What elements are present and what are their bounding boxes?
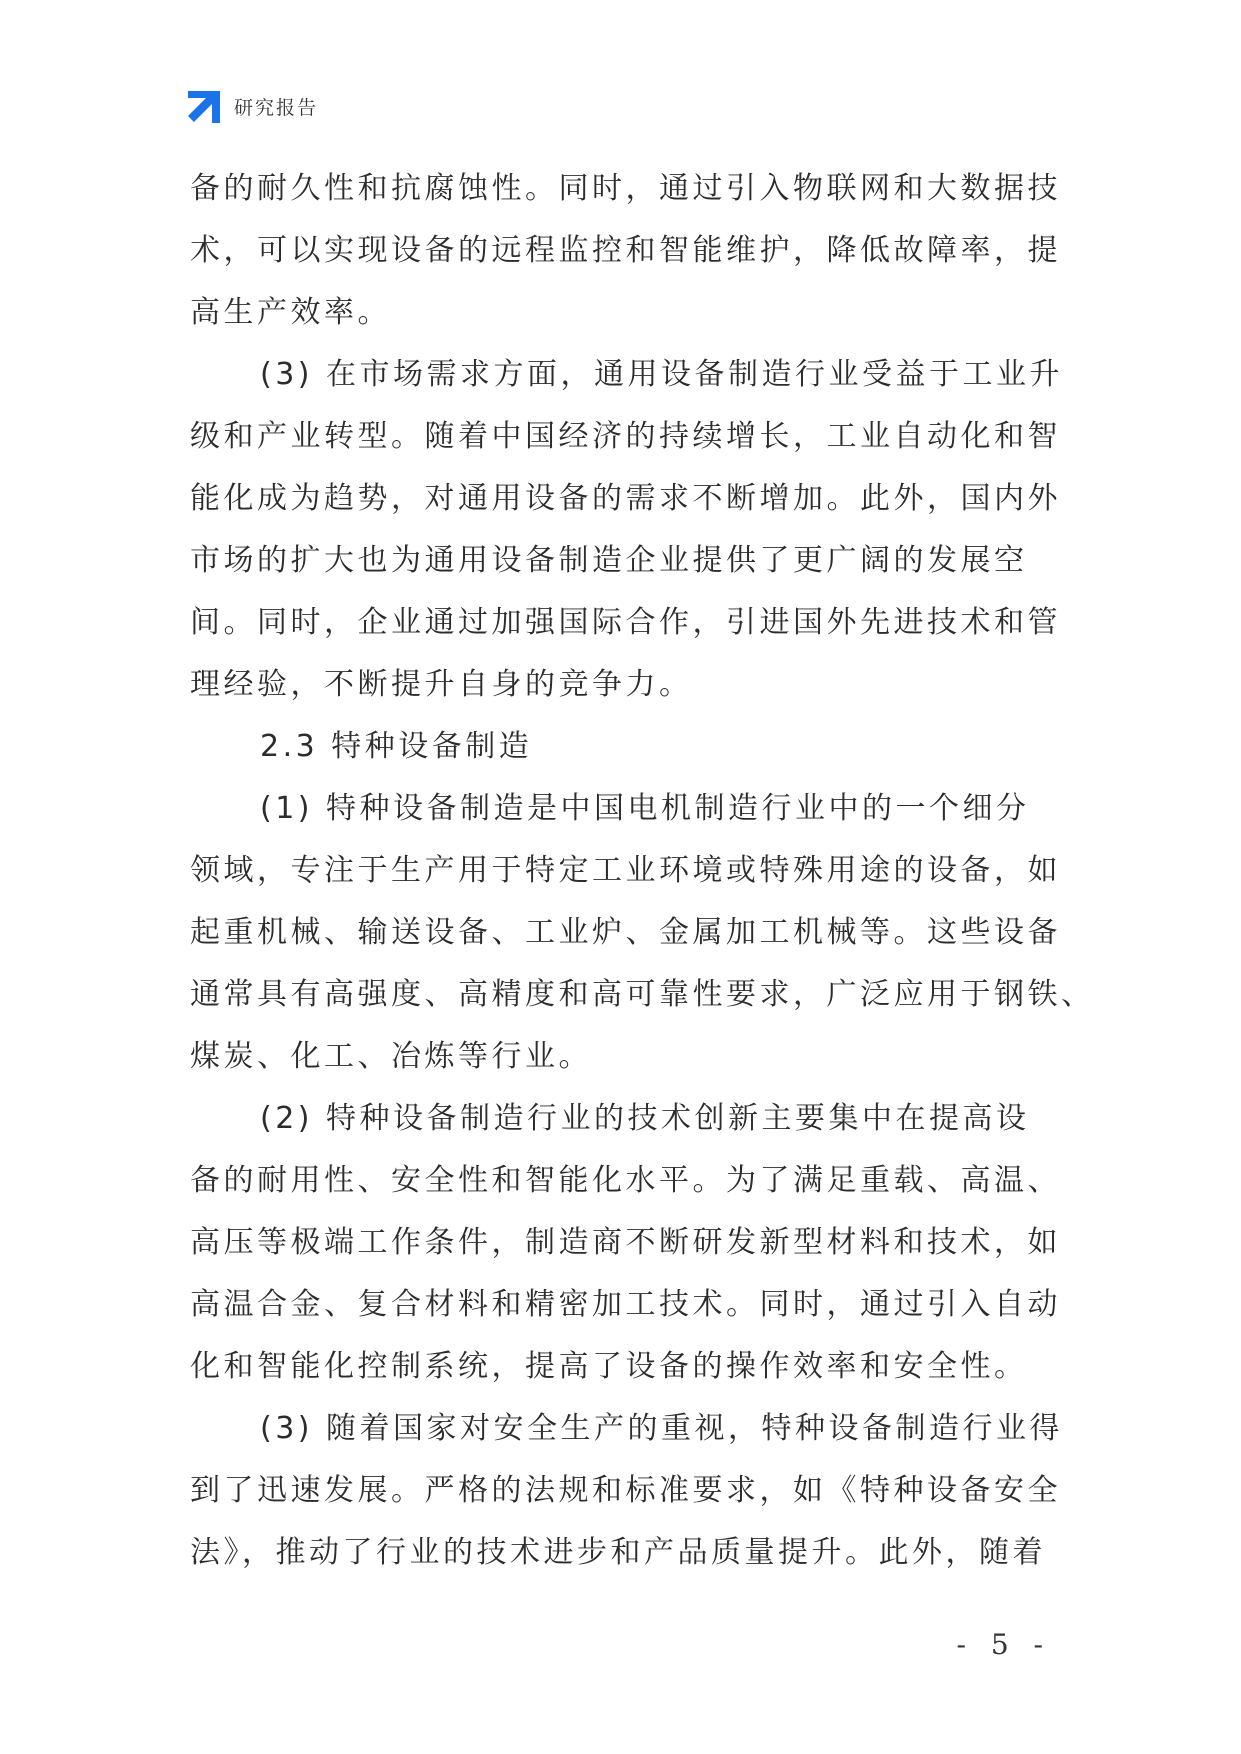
text-line: 级和产业转型。随着中国经济的持续增长，工业自动化和智 xyxy=(190,419,1061,454)
document-body xyxy=(190,158,1095,1584)
text-line: 法》，推动了行业的技术进步和产品质量提升。此外，随着 xyxy=(190,1535,1046,1570)
text-line: 领域，专注于生产用于特定工业环境或特殊用途的设备，如 xyxy=(190,853,1061,888)
text-line: (1) 特种设备制造是中国电机制造行业中的一个细分 xyxy=(260,791,1030,826)
text-line: 间。同时，企业通过加强国际合作，引进国外先进技术和管 xyxy=(190,605,1061,640)
paragraph xyxy=(190,778,1095,1088)
report-title: 研究报告 xyxy=(234,96,319,119)
text-line: 起重机械、输送设备、工业炉、金属加工机械等。这些设备 xyxy=(190,915,1061,950)
text-line: 通常具有高强度、高精度和高可靠性要求，广泛应用于钢铁、 xyxy=(190,977,1095,1012)
text-line: 到了迅速发展。严格的法规和标准要求，如《特种设备安全 xyxy=(190,1473,1061,1508)
page-number: - 5 - xyxy=(956,1628,1051,1661)
paragraph xyxy=(190,344,1064,716)
text-line: 高生产效率。 xyxy=(190,295,391,330)
text-line: 备的耐久性和抗腐蚀性。同时，通过引入物联网和大数据技 xyxy=(190,171,1061,206)
text-line: (2) 特种设备制造行业的技术创新主要集中在提高设 xyxy=(260,1101,1030,1136)
text-line: 术，可以实现设备的远程监控和智能维护，降低故障率，提 xyxy=(190,233,1061,268)
section-heading xyxy=(190,716,1054,778)
text-line: 高温合金、复合材料和精密加工技术。同时，通过引入自动 xyxy=(190,1287,1061,1322)
text-line: 高压等极端工作条件，制造商不断研发新型材料和技术，如 xyxy=(190,1225,1061,1260)
paragraph xyxy=(190,158,1061,344)
text-line: 备的耐用性、安全性和智能化水平。为了满足重载、高温、 xyxy=(190,1163,1061,1198)
text-line: 煤炭、化工、冶炼等行业。 xyxy=(190,1039,592,1074)
text-line: 能化成为趋势，对通用设备的需求不断增加。此外，国内外 xyxy=(190,481,1061,516)
section-heading-text: 2.3 特种设备制造 xyxy=(260,729,533,764)
text-line: 理经验，不断提升自身的竞争力。 xyxy=(190,667,693,702)
text-line: (3) 随着国家对安全生产的重视，特种设备制造行业得 xyxy=(260,1411,1064,1446)
report-header xyxy=(188,88,318,124)
text-line: 化和智能化控制系统，提高了设备的操作效率和安全性。 xyxy=(190,1349,1028,1384)
text-line: 市场的扩大也为通用设备制造企业提供了更广阔的发展空 xyxy=(190,543,1028,578)
paragraph xyxy=(190,1088,1061,1398)
arrow-up-right-icon xyxy=(188,89,222,123)
text-line: (3) 在市场需求方面，通用设备制造行业受益于工业升 xyxy=(260,357,1064,392)
paragraph xyxy=(190,1398,1064,1584)
